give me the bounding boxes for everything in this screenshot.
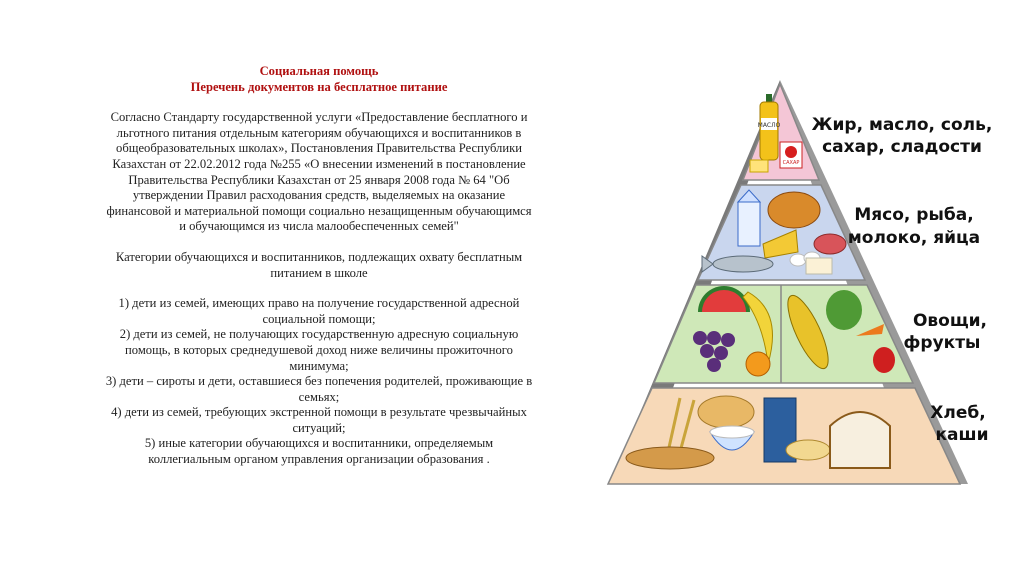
list-item — [56, 327, 582, 374]
heading-line: питанием в школе — [270, 265, 368, 280]
tier-4-label-line-1: Хлеб, — [930, 403, 986, 423]
intro-paragraph — [56, 110, 582, 235]
milk-carton-icon — [738, 190, 760, 246]
list-item-line: помощь, в которых среднедушевой доход ниже величины прожиточного — [125, 342, 513, 357]
pepper-icon — [873, 347, 895, 373]
list-item-line: социальной помощи; — [262, 311, 376, 326]
meat-icon — [814, 234, 846, 254]
intro-line: Правительства Республики Казахстан от 25 января 2008 года № 64 "Об — [128, 172, 510, 187]
tier-4-label-line-2: каши — [935, 425, 989, 445]
intro-line: Казахстан от 22.02.2012 года №255 «О внесении изменений в постановление — [112, 156, 526, 171]
greens-icon — [826, 290, 862, 330]
tier-1-label-line-2: сахар, сладости — [822, 137, 982, 157]
title-line-1: Социальная помощь — [259, 64, 379, 78]
tofu-icon — [806, 258, 832, 274]
list-item-line: 2) дети из семей, не получающих государственную адресную социальную — [119, 327, 519, 342]
porridge-icon — [786, 440, 830, 460]
sugar-box-icon — [780, 142, 802, 168]
bread-loaf-icon — [830, 412, 890, 468]
intro-line: утверждении Правил расходования средств, выделяемых на оказание — [132, 188, 506, 203]
tier-3-label-line-1: Овощи, — [912, 311, 988, 331]
oil-bottle-label: МАСЛО — [757, 122, 781, 129]
heading-line: Категории обучающихся и воспитанников, подлежащих охвату бесплатным — [115, 249, 523, 264]
food-pyramid — [598, 72, 1000, 492]
list-item-line: 4) дети из семей, требующих экстренной помощи в результате чрезвычайных — [111, 405, 527, 420]
chicken-icon — [768, 192, 820, 228]
categories-heading — [56, 250, 582, 281]
document-text — [56, 64, 582, 468]
baguette-icon — [626, 447, 714, 469]
orange-icon — [746, 352, 770, 376]
butter-icon — [750, 160, 768, 172]
intro-line: общеобразовательных школах», Постановления Правительства Республики — [116, 141, 522, 156]
list-item-line: 5) иные категории обучающихся и воспитанники, определяемым — [144, 436, 494, 451]
intro-line: Согласно Стандарту государственной услуги «Предоставление бесплатного и — [110, 110, 528, 125]
tier-1-label-line-1: Жир, масло, соль, — [811, 115, 993, 135]
intro-line: финансовой и материальной помощи социально незащищенным обучающимся — [106, 203, 532, 218]
list-item — [56, 405, 582, 436]
list-item — [56, 296, 582, 327]
category-list — [56, 296, 582, 468]
list-item-line: 3) дети – сироты и дети, оставшиеся без попечения родителей, проживающие в — [105, 374, 533, 389]
tier-3-label-line-2: фрукты — [903, 333, 981, 353]
oil-bottle-icon — [758, 94, 781, 160]
sugar-box-label: САХАР — [782, 160, 800, 166]
intro-line: и обучающимся из числа малообеспеченных семей" — [179, 219, 459, 234]
list-item-line: ситуаций; — [292, 420, 346, 435]
list-item-line: 1) дети из семей, имеющих право на получение государственной адресной — [118, 296, 520, 311]
list-item-line: коллегиальным органом управления организации образования . — [148, 452, 490, 467]
intro-line: льготного питания отдельным категориям обучающихся и воспитанников в — [116, 125, 522, 140]
tier-2-label-line-1: Мясо, рыба, — [854, 205, 974, 225]
list-item-line: минимума; — [289, 358, 349, 373]
list-item — [56, 436, 582, 467]
pasta-icon — [698, 396, 754, 428]
title-line-2: Перечень документов на бесплатное питание — [190, 79, 448, 94]
tier-2-label-line-2: молоко, яйца — [847, 228, 981, 248]
list-item-line: семьях; — [298, 389, 340, 404]
list-item — [56, 374, 582, 405]
